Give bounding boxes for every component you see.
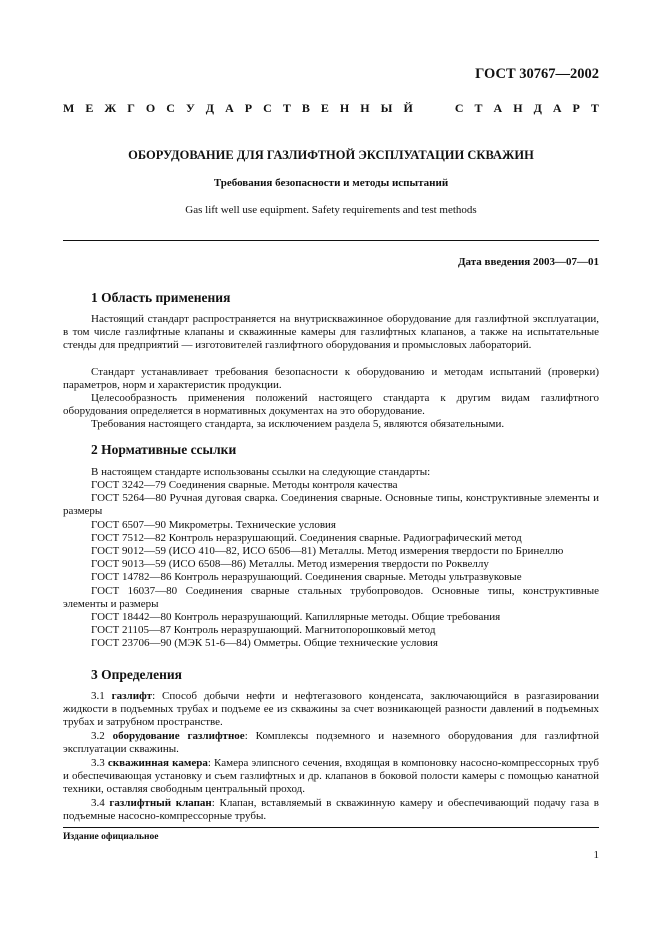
category-letter: Е	[85, 101, 94, 115]
definition-text: : Комплексы подземного и наземного оборудования для газлифтной эксплуатации скважины.	[63, 730, 599, 756]
category-letter: Т	[590, 101, 599, 115]
reference-item: ГОСТ 6507—90 Микрометры. Технические условия	[91, 518, 336, 531]
category-letter: С	[454, 101, 464, 115]
definition-number: 3.2	[91, 730, 105, 742]
category-letter: Р	[244, 101, 253, 115]
definition-number: 3.1	[91, 690, 105, 702]
definition-term: газлифтный клапан	[109, 797, 212, 809]
reference-item: ГОСТ 9012—59 (ИСО 410—82, ИСО 6506—81) Металлы. Метод измерения твердости по Бринеллю	[91, 545, 564, 558]
definition-item	[63, 730, 599, 756]
section-1-heading: 1 Область применения	[91, 290, 231, 305]
category-letter: Т	[474, 101, 483, 115]
definition-term: скважинная камера	[107, 757, 208, 769]
section-2-heading: 2 Нормативные ссылки	[91, 442, 237, 457]
category-letter: О	[145, 101, 156, 115]
category-letter: Н	[513, 101, 523, 115]
reference-item: ГОСТ 9013—59 (ИСО 6508—86) Металлы. Метод измерения твердости по Роквеллу	[91, 558, 489, 571]
reference-item: ГОСТ 21105—87 Контроль неразрушающий. Магнитопорошковый метод	[91, 624, 436, 637]
category-letter: Н	[360, 101, 370, 115]
definition-term: оборудование газлифтное	[112, 730, 245, 742]
category-letter: Д	[533, 101, 542, 115]
definition-item	[63, 757, 599, 797]
category-letter: А	[552, 101, 562, 115]
reference-item: ГОСТ 23706—90 (МЭК 51-6—84) Омметры. Общие технические условия	[91, 637, 438, 650]
section-1-paragraph: Настоящий стандарт распространяется на внутрискважинное оборудование для газлифтной эксплуатации, в том числе газлифтные клапаны и скважинные камеры для газлифтных клапанов, а также на испытательные стенды для предприятий — изготовителей газлифтного оборудования и промысловых лабораторий.	[63, 313, 599, 352]
definition-item	[63, 797, 599, 823]
category-letter: С	[263, 101, 272, 115]
definition-text: : Способ добычи нефти и нефтегазового конденсата, заключающийся в разгазировании жидкости в подъемных трубах и подъеме ее из скважины за счет возникающей разности давлений в подъемных трубах и затрубном пространстве.	[63, 690, 599, 729]
footer-divider	[63, 827, 599, 828]
standard-category	[63, 101, 599, 116]
category-letter: Д	[205, 101, 215, 115]
category-letter: Ы	[380, 101, 393, 115]
category-letter: Е	[320, 101, 329, 115]
reference-item: ГОСТ 5264—80 Ручная дуговая сварка. Соединения сварные. Основные типы, конструктивные элементы и размеры	[63, 492, 599, 518]
category-letter: Ж	[104, 101, 117, 115]
category-letter	[424, 101, 444, 116]
category-letter: Г	[127, 101, 135, 115]
definition-item	[63, 690, 599, 730]
normative-references-list	[63, 479, 599, 651]
reference-item: ГОСТ 7512—82 Контроль неразрушающий. Соединения сварные. Радиографический метод	[91, 531, 522, 544]
category-letter: У	[185, 101, 195, 115]
definition-text: : Клапан, вставляемый в скважинную камеру и обеспечивающий подачу газа в подъемные насосно-компрессорные трубы.	[63, 797, 599, 823]
category-letter: А	[493, 101, 503, 115]
category-letter: Р	[572, 101, 580, 115]
category-letter: Й	[403, 101, 413, 115]
page-number: 1	[593, 849, 599, 861]
document-title: ОБОРУДОВАНИЕ ДЛЯ ГАЗЛИФТНОЙ ЭКСПЛУАТАЦИИ СКВАЖИН	[128, 148, 534, 162]
reference-item: ГОСТ 18442—80 Контроль неразрушающий. Капиллярные методы. Общие требования	[91, 611, 501, 624]
category-letter: А	[225, 101, 234, 115]
definition-text: : Камера элипсного сечения, входящая в компоновку насосно-компрессорных труб и обеспечивающая установку и съем газлифтных и др. клапанов в боковой полости камеры с помощью канатной техники, оставляя свободным центральный проход.	[63, 757, 599, 796]
category-letter: Т	[282, 101, 291, 115]
official-edition-label: Издание официальное	[63, 832, 159, 842]
category-letter: Н	[339, 101, 350, 115]
definition-number: 3.4	[91, 797, 105, 809]
section-1-paragraph: Целесообразность применения положений настоящего стандарта к другим видам газлифтного оборудования определяется в нормативных документах на это оборудование.	[63, 392, 599, 418]
document-title-english: Gas lift well use equipment. Safety requirements and test methods	[185, 204, 477, 216]
definition-number: 3.3	[91, 757, 105, 769]
reference-item: ГОСТ 3242—79 Соединения сварные. Методы контроля качества	[91, 479, 398, 491]
section-1-paragraph: Требования настоящего стандарта, за исключением раздела 5, являются обязательными.	[91, 418, 505, 430]
category-letter: В	[301, 101, 310, 115]
header-divider	[63, 240, 599, 241]
category-letter: М	[63, 101, 75, 115]
reference-item: ГОСТ 14782—86 Контроль неразрушающий. Соединения сварные. Методы ультразвуковые	[91, 571, 522, 584]
definition-term: газлифт	[111, 690, 153, 702]
standard-code: ГОСТ 30767—2002	[475, 66, 599, 82]
introduction-date: Дата введения 2003—07—01	[457, 256, 599, 268]
reference-item: ГОСТ 16037—80 Соединения сварные стальных трубопроводов. Основные типы, конструктивные элементы и размеры	[63, 584, 599, 610]
section-2-intro: В настоящем стандарте использованы ссылки на следующие стандарты:	[91, 466, 431, 478]
section-3-heading: 3 Определения	[91, 667, 182, 682]
section-1-paragraph: Стандарт устанавливает требования безопасности к оборудованию и методам испытаний (проверки) параметров, норм и характеристик продукции.	[63, 366, 599, 392]
category-letter: С	[166, 101, 175, 115]
document-subtitle: Требования безопасности и методы испытаний	[213, 177, 449, 189]
